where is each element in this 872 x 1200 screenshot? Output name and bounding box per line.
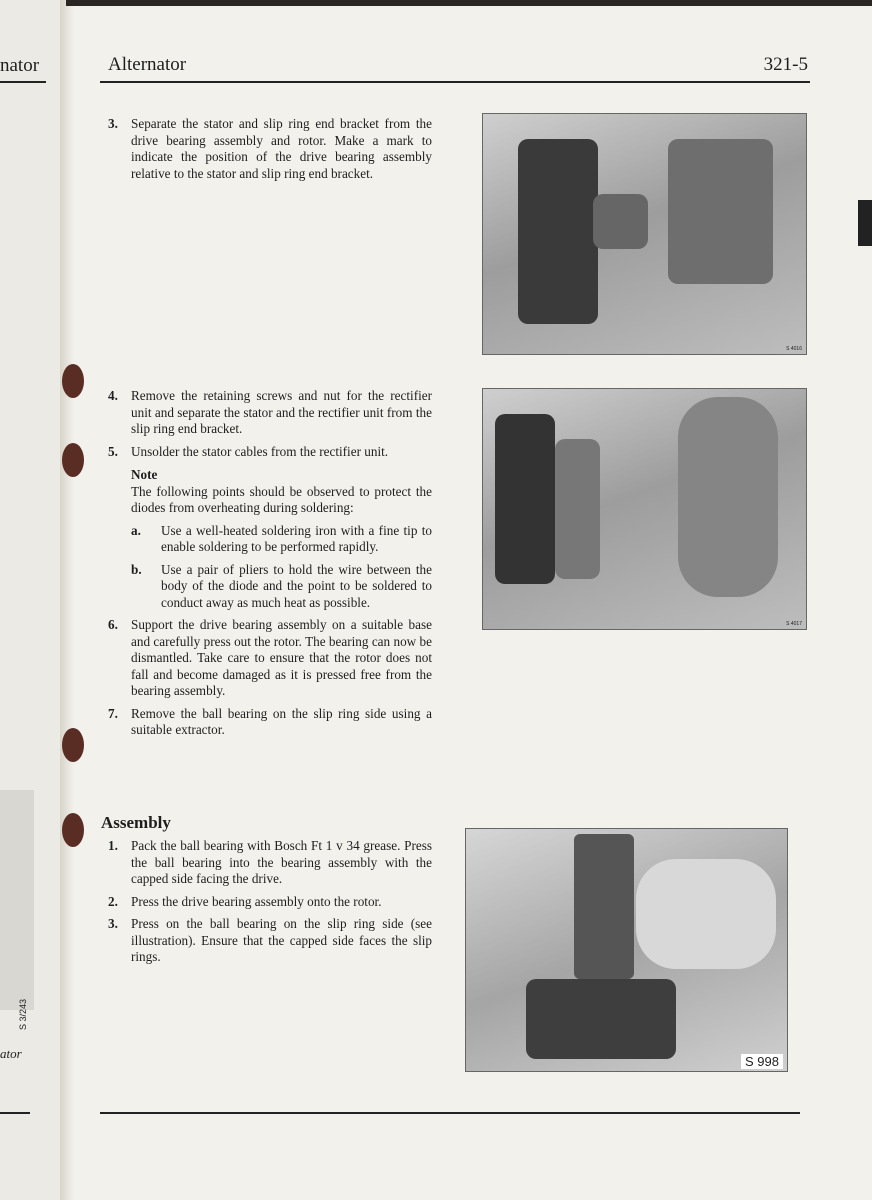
page-title: Alternator: [108, 54, 187, 75]
step: 4. Remove the retaining screws and nut for the rectifier unit and separate the stator and the rectifier unit from the slip ring end bracket.: [108, 388, 432, 436]
note-item: a. Use a well-heated soldering iron with a fine tip to enable soldering to be performed rapidly.: [131, 522, 432, 554]
assembly-heading: Assembly: [101, 813, 171, 832]
scan-edge: [66, 0, 872, 6]
step: 3. Separate the stator and slip ring end bracket from the drive bearing assembly and rotor. Make a mark to indicate the position of the drive bearing assembly relative to the stator and slip ring end bracket.: [108, 116, 432, 181]
header-rule: [100, 81, 810, 83]
facing-page-header: nator: [0, 55, 40, 76]
figure-stator-rectifier: [482, 388, 807, 630]
figure-label: S 998: [741, 1054, 783, 1069]
punch-hole: [62, 728, 84, 762]
note: [131, 467, 432, 611]
gutter: [60, 0, 74, 1200]
note-item: b. Use a pair of pliers to hold the wire between the body of the diode and the point to be soldered to conduct away as much heat as possible.: [131, 561, 432, 610]
figure-label: S 4017: [786, 621, 802, 627]
step: 3. Press on the ball bearing on the slip ring side (see illustration). Ensure that the capped side faces the slip rings.: [108, 916, 432, 964]
assembly-steps: [108, 838, 432, 972]
punch-hole: [62, 813, 84, 847]
step: 6. Support the drive bearing assembly on a suitable base and carefully press out the rotor. The bearing can now be dismantled. Take care to ensure that the rotor does not fall and become damaged as it is pressed free from the bearing assembly.: [108, 617, 432, 698]
figure-bearing-press: [465, 828, 788, 1072]
note-heading: Note: [131, 467, 158, 482]
facing-page: [0, 0, 67, 1200]
step: 5. Unsolder the stator cables from the rectifier unit. Note The following points should be observed to protect the diodes from overheating during soldering: a. Use a well-heated soldering iron with a fine tip to enable soldering to be performed rapidly. b. Use a pair of pliers to hold the wire between the body of the diode and the point to be soldered to conduct away as much heat as possible.: [108, 443, 432, 610]
step: 2. Press the drive bearing assembly onto the rotor.: [108, 893, 382, 909]
facing-footer-rule: [0, 1112, 30, 1114]
facing-page-rule: [0, 81, 46, 83]
note-text: The following points should be observed to protect the diodes from overheating during soldering:: [131, 483, 432, 515]
figure-label: S 4016: [786, 346, 802, 352]
punch-hole: [62, 364, 84, 398]
facing-figure-label: S 3/243: [18, 998, 28, 1030]
page-number: 321-5: [763, 54, 808, 75]
step: 7. Remove the ball bearing on the slip ring side using a suitable extractor.: [108, 705, 432, 737]
steps-4-5: [108, 388, 432, 745]
footer-rule: [100, 1112, 800, 1114]
facing-page-footer: ator: [0, 1046, 22, 1061]
facing-page-figure: [0, 790, 34, 1010]
step-3: [108, 116, 432, 188]
figure-alternator-separated: [482, 113, 807, 355]
thumb-index-tab: [858, 200, 872, 246]
step: 1. Pack the ball bearing with Bosch Ft 1 v 34 grease. Press the ball bearing into the bearing assembly with the capped side facing the drive.: [108, 838, 432, 886]
punch-hole: [62, 443, 84, 477]
